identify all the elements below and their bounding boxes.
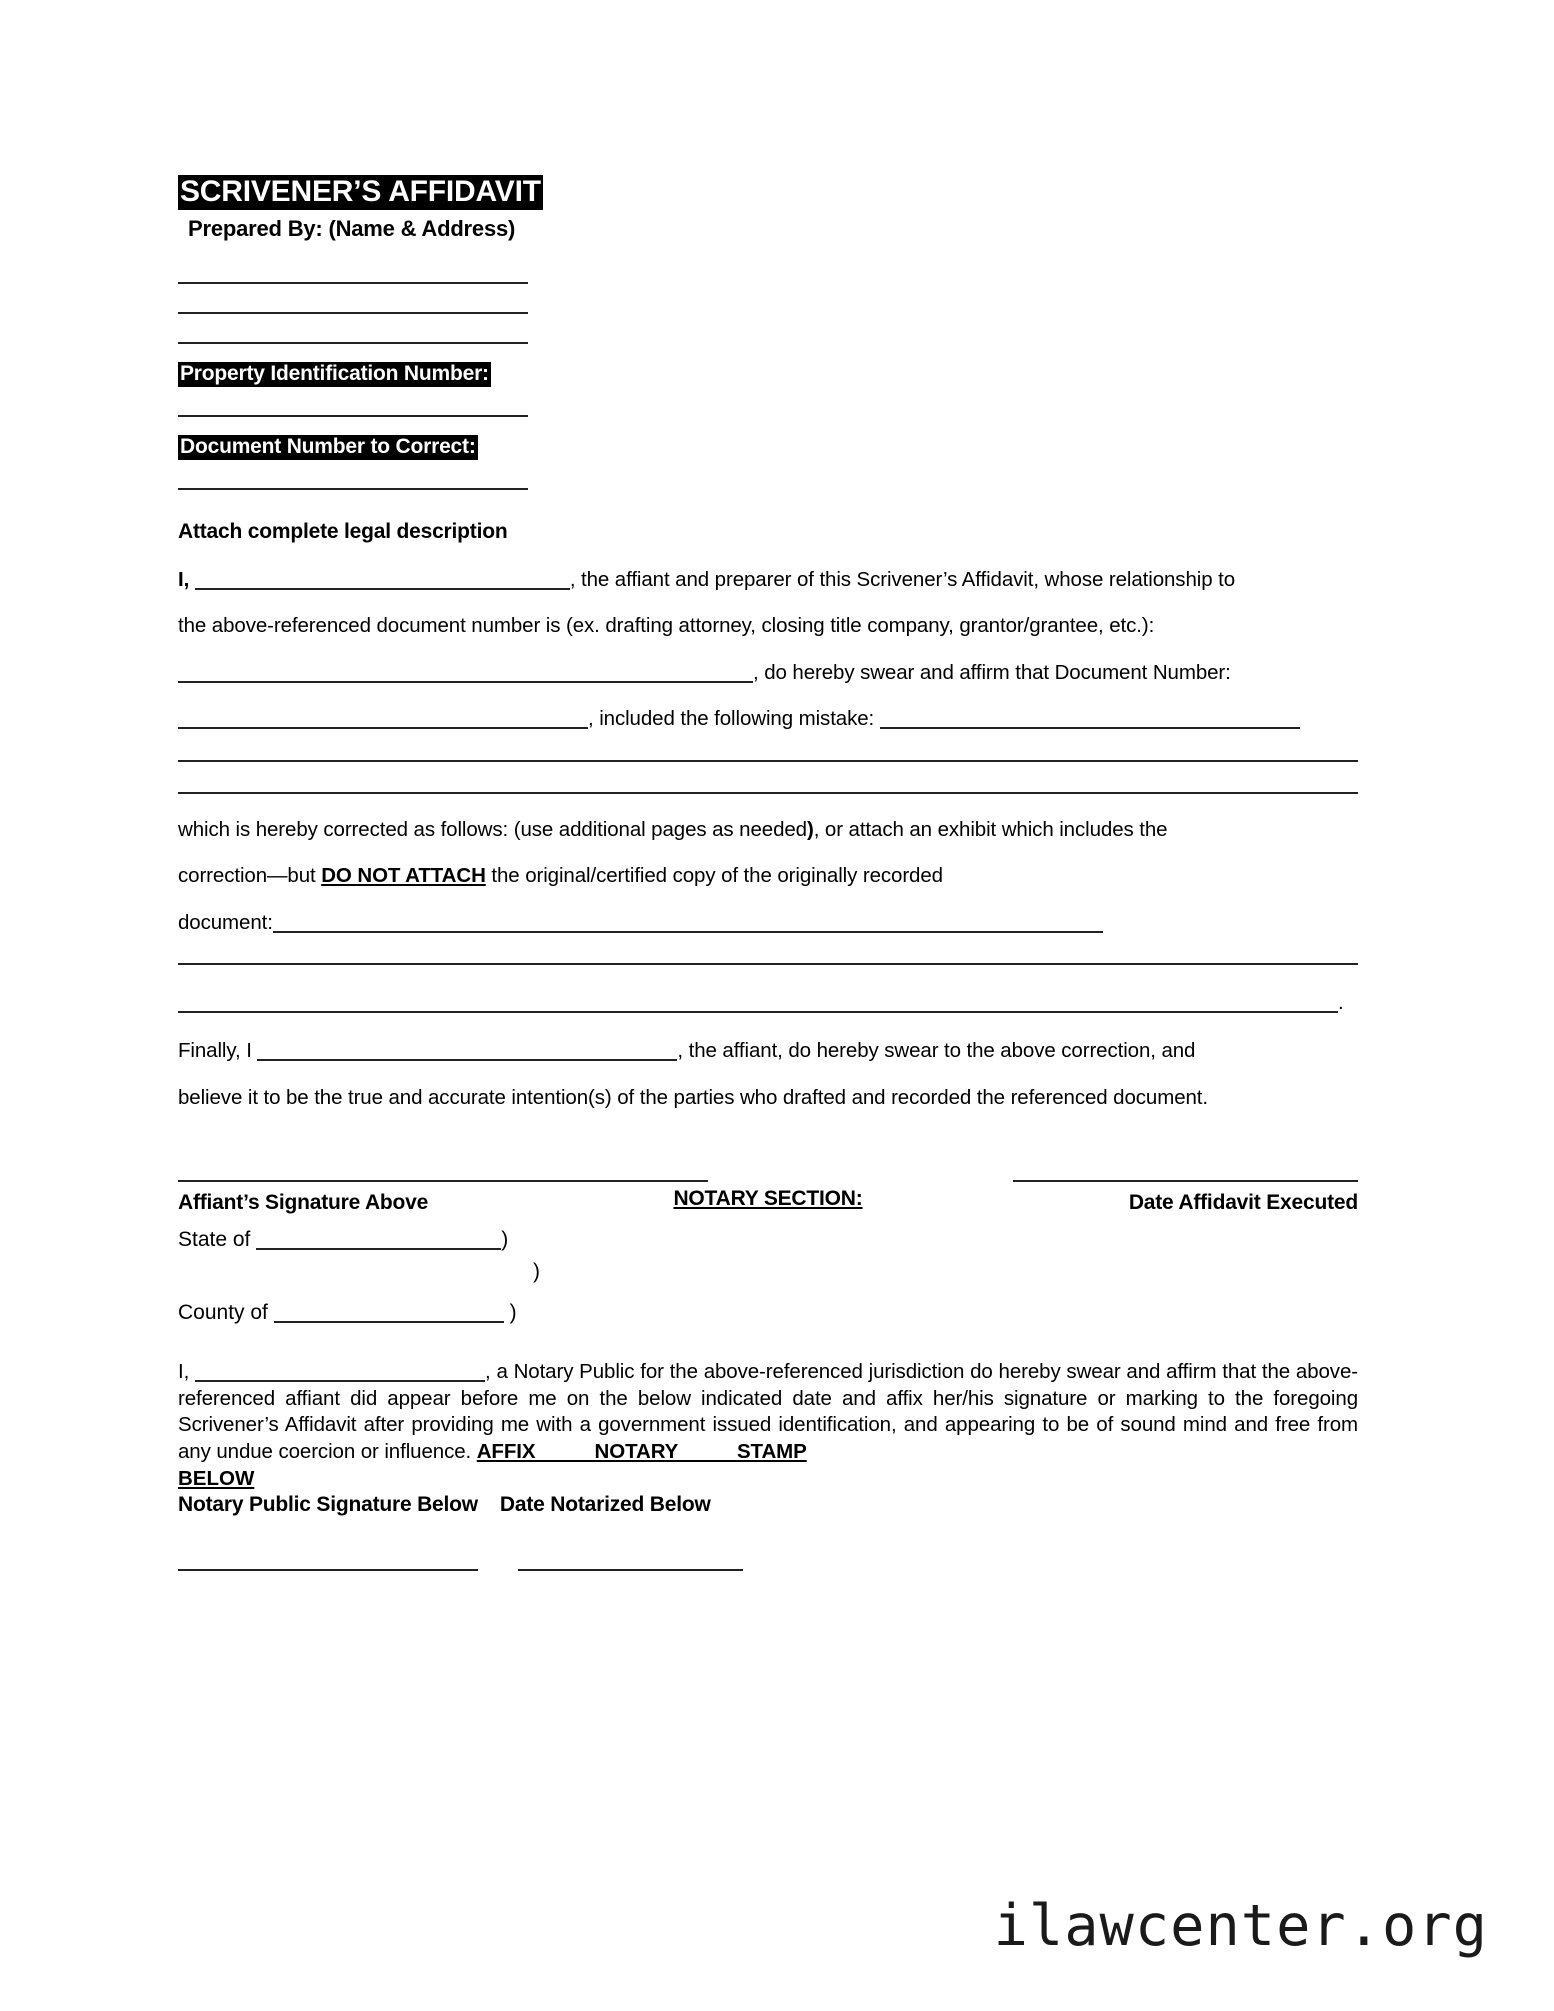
spacer [478,1569,518,1571]
date-executed-line[interactable] [1013,1180,1358,1182]
document-colon-label: document: [178,910,273,934]
notary-signature-labels [178,1493,1358,1517]
body-line-2: the above-referenced document number is (ex. drafting attorney, closing title company, grantor/grantee, etc.): [178,614,1155,638]
body-line-6-a: correction—but [178,864,316,888]
correction-blank-3[interactable] [178,1011,1338,1013]
venue-middle-paren: ) [533,1260,540,1284]
affiant-name-blank[interactable] [195,588,570,590]
county-of-row [178,1302,1358,1323]
notary-section-heading: NOTARY SECTION: [673,1187,863,1211]
notary-para-body: , a Notary Public for the above-referenced jurisdiction do hereby swear and affirm that the above-referenced affiant did appear before me on the below indicated date and affix her/his signature or marking to the foregoing Scrivener’s Affidavit after providing me with a government issued identification, and appearing to be of sound mind and free from any undue coercion or influence. [178,1360,1358,1464]
body-line-3 [178,660,1358,684]
spacer [178,460,1358,488]
body-line-8 [178,991,1358,1015]
title-block [178,175,1358,210]
document-content [178,175,1358,1571]
body-line-5 [178,817,1358,841]
mistake-blank-1[interactable] [880,727,1300,729]
affiant-signature-group [178,1180,708,1215]
spacer [178,314,1358,342]
page-title: SCRIVENER’S AFFIDAVIT [180,175,541,208]
state-of-row [178,1229,1358,1250]
body-line-5-a: which is hereby corrected as follows: (use additional pages as needed [178,817,807,841]
do-not-attach-emphasis: DO NOT ATTACH [321,864,486,888]
notary-paragraph [178,1359,1358,1466]
property-id-label: Property Identification Number: [178,362,491,387]
affiant-signature-line[interactable] [178,1180,708,1182]
document-number-input-line[interactable] [178,488,528,490]
document-number-block [178,435,1358,460]
mistake-blank-2[interactable] [178,760,1358,762]
body-line-1 [178,567,1358,591]
correction-period: . [1338,991,1344,1015]
affiant-signature-label: Affiant’s Signature Above [178,1191,429,1215]
state-of-blank[interactable] [256,1248,501,1250]
body-line-5-paren: ) [806,817,814,841]
notary-signature-label: Notary Public Signature Below [178,1493,478,1517]
date-executed-group [1013,1180,1358,1215]
mistake-blank-3[interactable] [178,792,1358,794]
spacer [178,417,1358,435]
body-line-3-suffix: , do hereby swear and affirm that Document Number: [753,660,1231,684]
spacer [178,242,1358,282]
date-notarized-label: Date Notarized Below [499,1493,711,1517]
prepared-by-label: Prepared By: (Name & Address) [188,215,516,241]
body-line-1-suffix: , the affiant and preparer of this Scrivener’s Affidavit, whose relationship to [569,567,1236,591]
property-id-block [178,362,1358,387]
spacer [178,284,1358,312]
notary-signature-line[interactable] [178,1569,478,1571]
body-line-10: believe it to be the true and accurate intention(s) of the parties who drafted and recorded the referenced document. [178,1085,1208,1109]
document-number-blank[interactable] [178,727,588,729]
body-line-4 [178,709,1358,730]
body-line-7 [178,910,1358,934]
county-of-paren: ) [509,1301,517,1325]
county-of-label: County of [178,1301,268,1325]
correction-blank-2[interactable] [178,963,1358,965]
site-watermark: ilawcenter.org [993,1893,1488,1959]
notary-signature-lines [178,1569,1358,1571]
finally-affiant-blank[interactable] [257,1059,677,1061]
body-line-1-prefix: I, [178,567,190,591]
body-line-6 [178,866,1358,887]
body-line-9 [178,1041,1358,1062]
body-line-5-c: , or attach an exhibit which includes the [813,817,1168,841]
affix-below-label: BELOW [178,1466,255,1490]
document-number-label: Document Number to Correct: [178,435,478,460]
county-of-blank[interactable] [274,1321,504,1323]
state-of-paren: ) [501,1228,509,1252]
body-line-9-suffix: , the affiant, do hereby swear to the above correction, and [677,1039,1196,1063]
state-of-label: State of [178,1228,251,1252]
notary-para-prefix: I, [178,1360,190,1384]
relationship-blank[interactable] [178,681,753,683]
spacer [178,387,1358,415]
body-line-6-b: the original/certified copy of the originally recorded [491,864,943,888]
body-line-9-prefix: Finally, I [178,1039,252,1063]
date-executed-label: Date Affidavit Executed [1128,1191,1358,1215]
date-notarized-line[interactable] [518,1569,743,1571]
notary-name-blank[interactable] [195,1380,485,1382]
affix-notary-stamp-label: AFFIX NOTARY STAMP [476,1440,807,1464]
body-line-4-mid: , included the following mistake: [588,707,875,731]
spacer [178,344,1358,362]
correction-blank-1[interactable] [273,931,1103,933]
attach-legal-description-label: Attach complete legal description [178,519,508,543]
